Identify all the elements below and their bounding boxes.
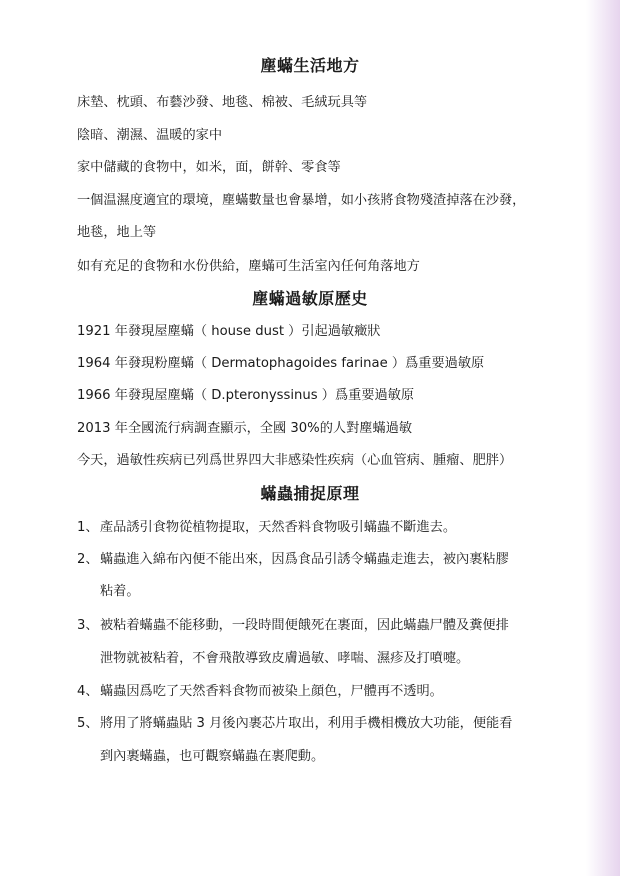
item-number: 4、: [77, 684, 99, 699]
item-text: 蟎蟲進入綿布內便不能出來，因爲食品引誘令蟎蟲走進去，被內裹粘膠: [100, 552, 509, 567]
habitat-line: 床墊、枕頭、布藝沙發、地毯、棉被、毛絨玩具等: [77, 95, 368, 110]
section-title-allergen-history: 塵蟎過敏原歷史: [252, 289, 368, 308]
habitat-line: 陰暗、潮濕、温暖的家中: [77, 128, 223, 143]
section-title-dust-mite-habitat: 塵蟎生活地方: [260, 56, 360, 75]
item-text-continued: 到內裹蟎蟲，也可觀察蟎蟲在裹爬動。: [100, 749, 325, 764]
item-number: 1、: [77, 520, 99, 535]
item-number: 2、: [77, 552, 99, 567]
item-number: 5、: [77, 716, 99, 731]
habitat-line: 如有充足的食物和水份供給，塵蟎可生活室內任何角落地方: [77, 259, 420, 274]
item-text: 蟎蟲因爲吃了天然香料食物而被染上顔色，尸體再不透明。: [100, 684, 443, 699]
item-text: 被粘着蟎蟲不能移動，一段時間便餓死在裹面，因此蟎蟲尸體及糞便排: [100, 618, 509, 633]
item-text-continued: 粘着。: [100, 584, 140, 599]
history-line: 1921 年發現屋塵蟎（ house dust ）引起過敏癥狀: [77, 324, 381, 339]
habitat-line: 家中儲藏的食物中，如米，面，餅幹、零食等: [77, 160, 341, 175]
history-line: 今天，過敏性疾病已列爲世界四大非感染性疾病（心血管病、腫瘤、肥胖）: [77, 453, 513, 468]
section-title-capture-principle: 蟎蟲捕捉原理: [260, 484, 360, 503]
history-line: 1964 年發現粉塵蟎（ Dermatophagoides farinae ）爲重要過敏原: [77, 356, 485, 371]
item-text: 產品誘引食物從植物提取，天然香料食物吸引蟎蟲不斷進去。: [100, 520, 457, 535]
habitat-line: 地毯，地上等: [77, 225, 157, 240]
habitat-line: 一個温濕度適宜的環境，塵蟎數量也會暴增，如小孩將食物殘渣掉落在沙發，: [77, 193, 526, 208]
item-text-continued: 泄物就被粘着，不會飛散導致皮膚過敏、哮喘、濕疹及打噴嚏。: [100, 651, 470, 666]
item-number: 3、: [77, 618, 99, 633]
history-line: 1966 年發現屋塵蟎（ D.pteronyssinus ）爲重要過敏原: [77, 388, 415, 403]
item-text: 將用了將蟎蟲貼 3 月後內裹芯片取出，利用手機相機放大功能，便能看: [100, 716, 513, 731]
history-line: 2013 年全國流行病調查顯示，全國 30%的人對塵蟎過敏: [77, 421, 413, 436]
